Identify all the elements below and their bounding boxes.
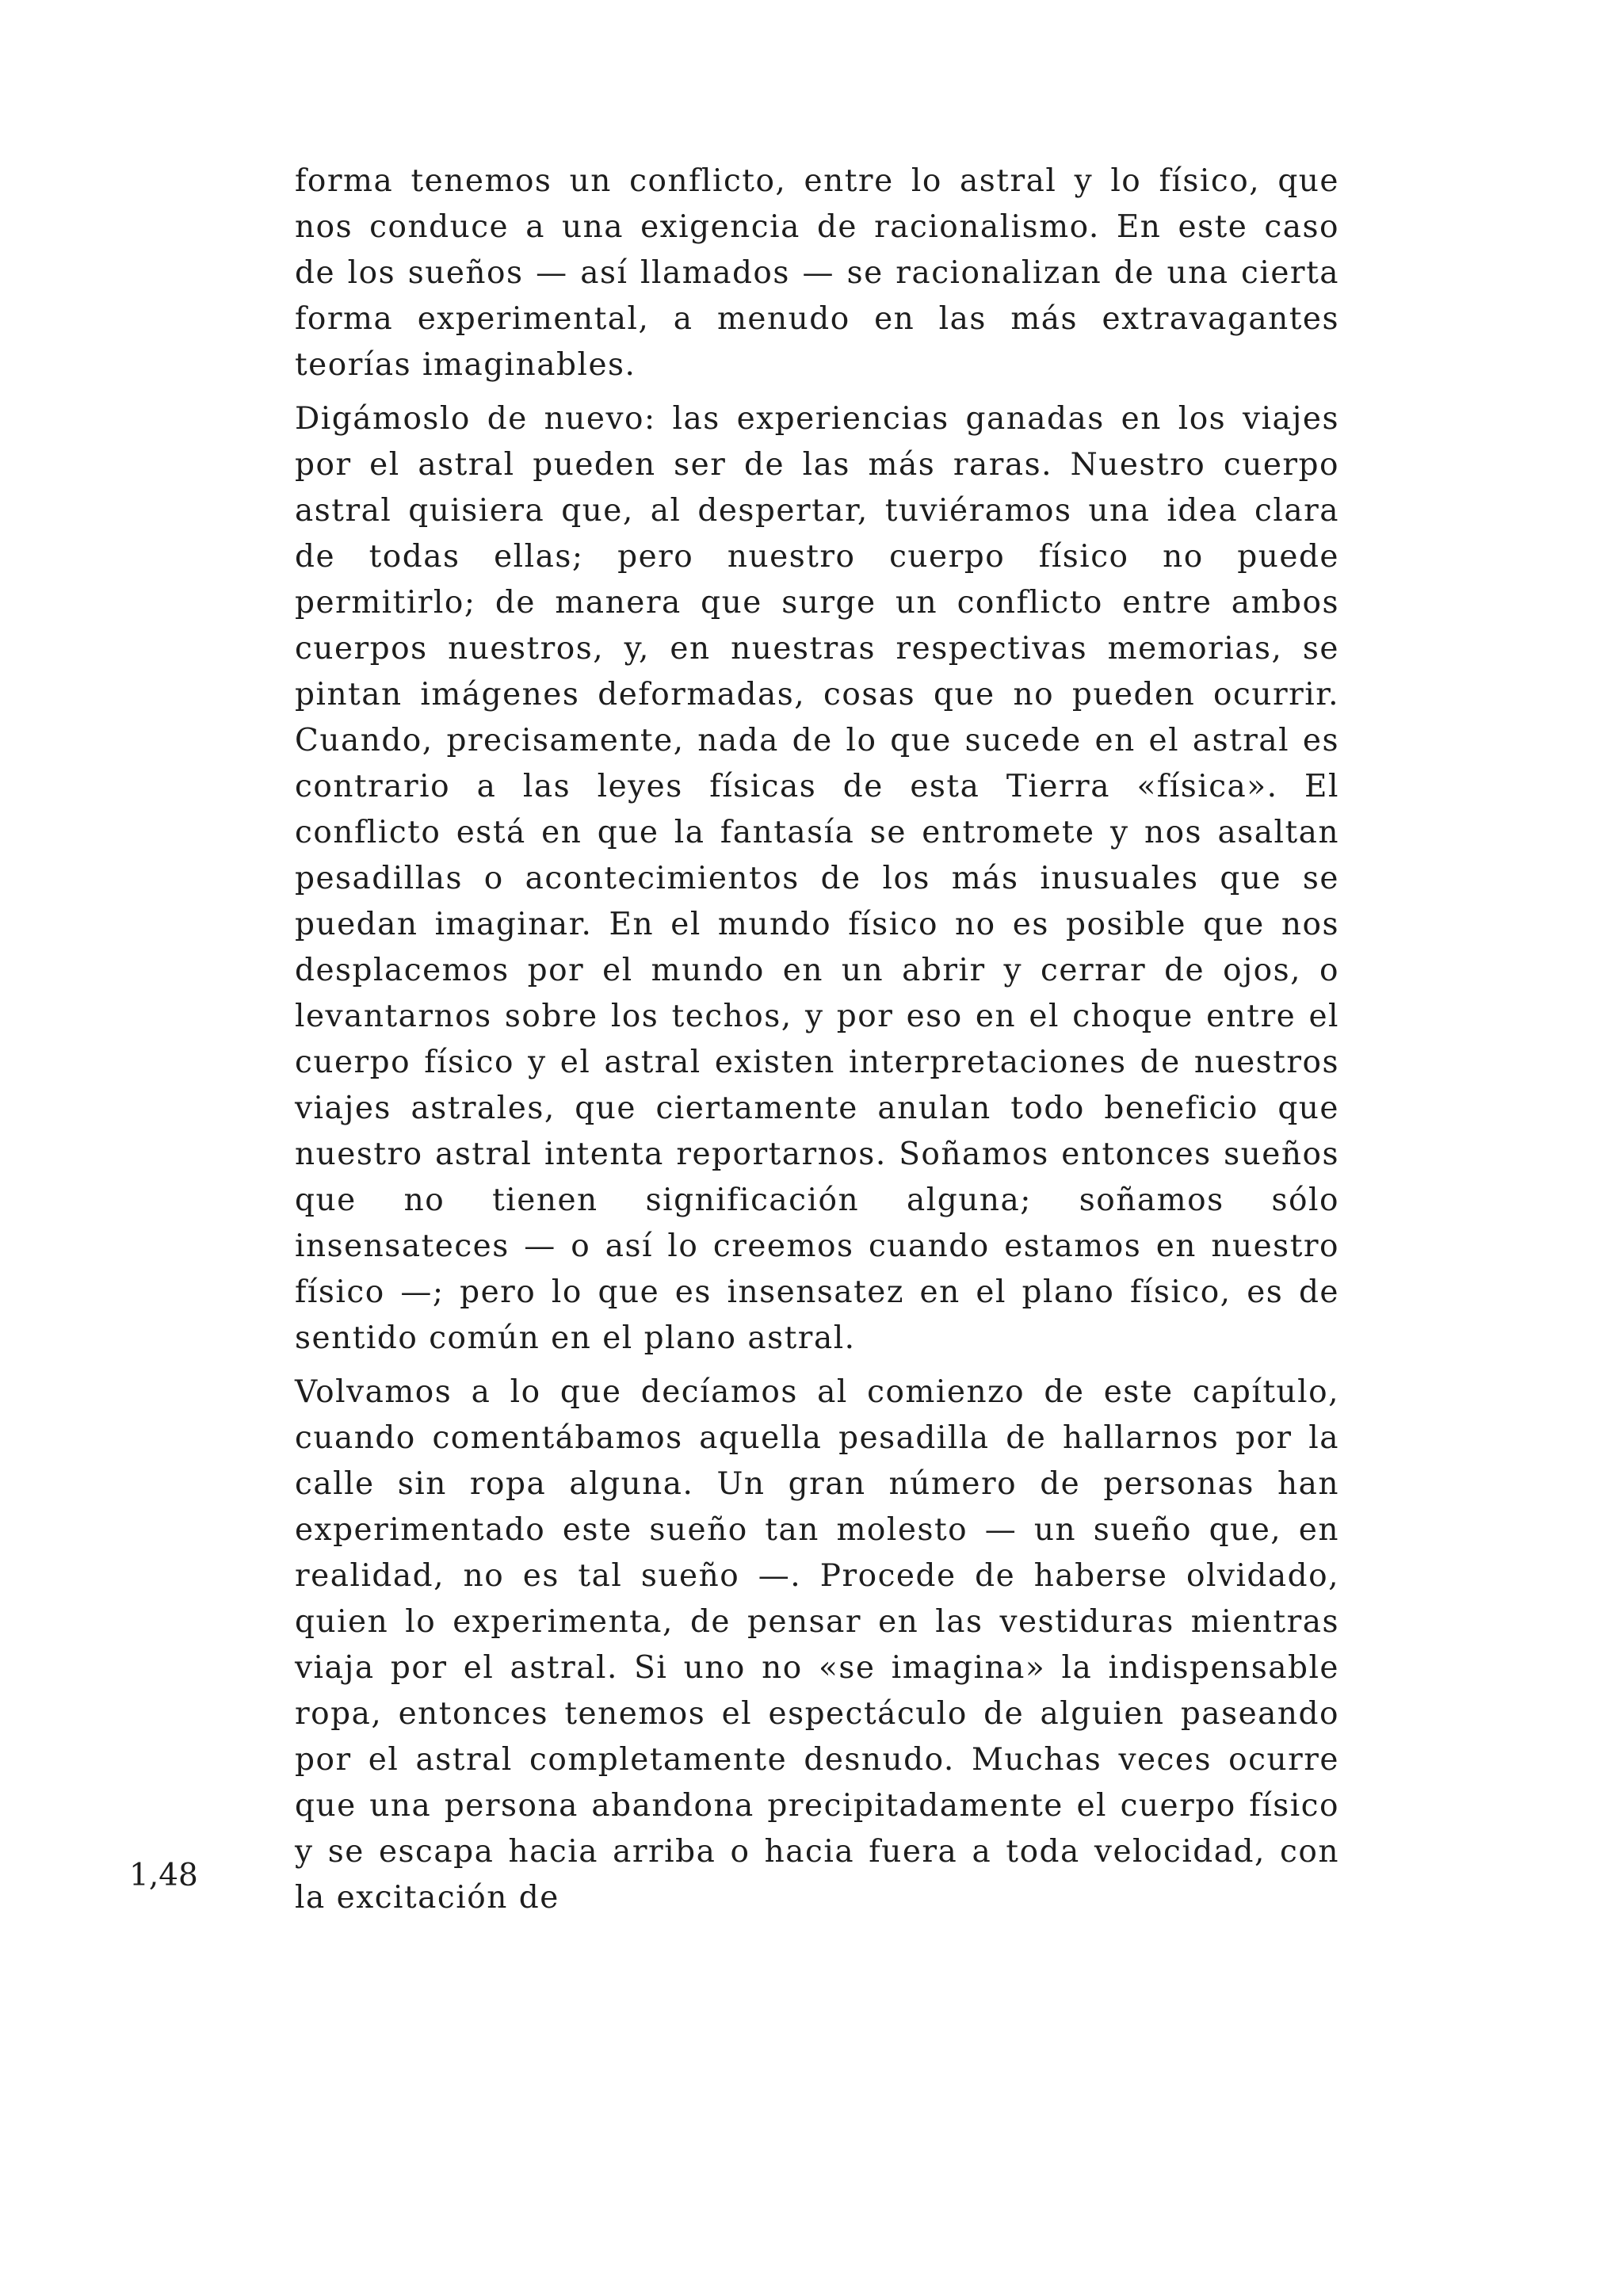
paragraph-2: Digámoslo de nuevo: las experiencias ganadas en los viajes por el astral pueden ser de las más raras. Nuestro cuerpo astral quisiera que, al despertar, tuviéramos una idea clara de todas ellas; pero nuestro cuerpo físico no puede permitirlo; de manera que surge un conflicto entre ambos cuerpos nuestros, y, en nuestras respectivas memorias, se pintan imágenes deformadas, cosas que no pueden ocurrir. Cuando, precisamente, nada de lo que sucede en el astral es contrario a las leyes físicas de esta Tierra «física». El conflicto está en que la fantasía se entromete y nos asaltan pesadillas o acontecimientos de los más inusuales que se puedan imaginar. En el mundo físico no es posible que nos desplacemos por el mundo en un abrir y cerrar de ojos, o levantarnos sobre los techos, y por eso en el choque entre el cuerpo físico y el astral existen interpretaciones de nuestros viajes astrales, que ciertamente anulan todo beneficio que nuestro astral intenta reportarnos. Soñamos entonces sueños que no tienen significación alguna; soñamos sólo insensateces — o así lo creemos cuando estamos en nuestro físico —; pero lo que es insensatez en el plano físico, es de sentido común en el plano astral. [295,401,1339,1356]
paragraph-1: forma tenemos un conflicto, entre lo astral y lo físico, que nos conduce a una exigencia de racionalismo. En este caso de los sueños — así llamados — se racionalizan de una cierta forma experimental, a menudo en las más extravagantes teorías imaginables. [295,163,1339,383]
paragraph-3: Volvamos a lo que decíamos al comienzo de este capítulo, cuando comentábamos aquella pesadilla de hallarnos por la calle sin ropa alguna. Un gran número de personas han experimentado este sueño tan molesto — un sueño que, en realidad, no es tal sueño —. Procede de haberse olvidado, quien lo experimenta, de pensar en las vestiduras mientras viaja por el astral. Si uno no «se imagina» la indispensable ropa, entonces tenemos el espectáculo de alguien paseando por el astral completamente desnudo. Muchas veces ocurre que una persona abandona precipitadamente el cuerpo físico y se escapa hacia arriba o hacia fuera a toda velocidad, con la excitación de [295,1374,1339,1916]
page-number: 1,48 [129,1858,198,1893]
body-text [295,159,1339,1929]
